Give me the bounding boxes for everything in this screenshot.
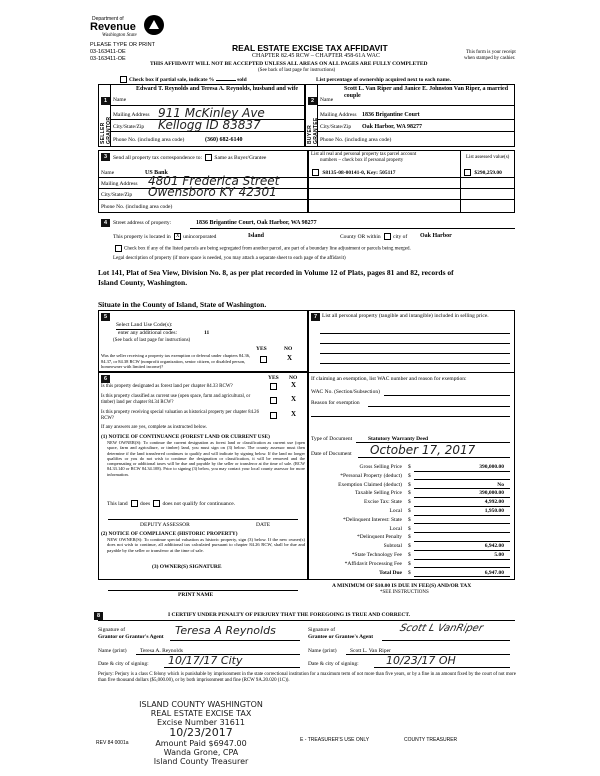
tax-row-prefix: $ [408,569,411,576]
buyer-side-label: BUYER GRANTEE [307,117,319,144]
tax-row-prefix: $ [408,490,411,497]
segregate-label: Check box if any of the listed parcels are being segregated from another parcel, are part of a boundary line adjustment or parcels being merged. [124,246,411,252]
tax-row [320,534,510,541]
section-3-number: 3 [101,153,110,161]
tax-row-line [414,488,510,489]
partial-sale-label: Check box if partial sale, indicate % [129,76,215,83]
same-as-buyer-checkbox[interactable] [205,154,212,161]
assessed-header: List assessed value(s) [466,155,510,160]
tax-row-value[interactable]: 1,950.00 [484,508,504,514]
tax-row-prefix: $ [408,472,411,479]
grantor-signature[interactable]: Teresa A Reynolds [175,624,276,637]
doc-type-label: Type of Document [311,436,353,442]
tax-row-prefix: $ [408,525,411,532]
section-4-number: 4 [101,219,110,227]
stamp-line-4: 10/23/2017 [169,726,233,739]
tax-row-value[interactable]: 6,942.00 [484,543,504,550]
s3-mailing-value[interactable]: 4801 Frederica Street [148,174,280,188]
dept-line1: Department of [92,16,124,22]
form-see-back: (See back of last page for instructions) [258,68,336,73]
tax-row [320,526,510,533]
print-name-line [108,590,298,591]
tax-row-value[interactable]: 6,947.00 [484,569,504,576]
unincorporated-label: unincorporated [183,233,217,240]
seller-name-label: Name [113,97,127,103]
send-label: Send all property tax correspondence to: [113,154,203,161]
code-1: 03-163411-OE [90,49,126,55]
s3-name-label: Name [101,170,115,176]
tax-row-line [414,515,510,516]
doc-date-line [358,457,510,458]
tax-row-label: Local [389,508,402,514]
s7-line-2 [320,343,510,344]
legal-line-3: Situate in the County of Island, State of Washington. [98,300,267,309]
seller-phone-value[interactable]: (360) 682-6140 [205,137,243,143]
s5-yes-checkbox[interactable] [260,356,267,363]
tax-row-label: *Delinquent Interest: State [343,516,402,523]
tax-row [320,464,510,471]
grantor-sig-label-1: Signature of [98,627,126,633]
land-does-row [107,500,235,507]
legal-line-1: Lot 141, Plat of Sea View, Division No. 8, as per plat recorded in Volume 12 of Plats, pages 81 and 82, records of [98,268,454,277]
owner-signature: (3) OWNER(S) SIGNATURE [152,564,222,570]
tax-row-value[interactable]: No [497,481,504,488]
s5-yes: YES [256,346,267,352]
grantor-name-label: Name (print) [98,648,127,654]
certify-statement: I CERTIFY UNDER PENALTY OF PERJURY THAT THE FOREGOING IS TRUE AND CORRECT. [168,612,411,618]
assessor-sig-line [108,519,298,520]
tax-row-label: *Personal Property (deduct) [340,472,402,479]
buyer-mailing-value[interactable]: 1836 Brigantine Court [362,112,420,118]
s7-line-3 [320,353,510,354]
city-name: Oak Harbor [420,233,452,239]
tax-row [320,543,510,550]
tax-row-prefix: $ [408,552,411,558]
please-type: PLEASE TYPE OR PRINT [90,42,156,48]
tax-row-prefix: $ [408,516,411,523]
grantee-date-label: Date & city of signing: [308,661,359,667]
notice-1-title: (1) NOTICE OF CONTINUANCE (FOREST LAND OR CURRENT USE) [101,434,270,440]
seller-mailing-label: Mailing Address [113,112,150,118]
tax-row-value[interactable]: 390,000.00 [479,490,504,497]
tax-row-prefix: $ [408,560,411,567]
tax-row-label: *Delinquent Penalty [356,534,402,541]
s7-line-4 [320,363,510,364]
tax-row [320,508,510,515]
land-use-label: Select Land Use Code(s): [116,322,173,328]
section-5-number: 5 [101,313,110,321]
tax-row-prefix: $ [408,534,411,541]
dor-logo-mark [143,14,165,36]
s6-q3-yes[interactable] [270,412,277,419]
grantor-date-label: Date & city of signing: [98,661,149,667]
reason-label: Reason for exemption [311,400,360,406]
seller-city-label: City/State/Zip [113,124,145,130]
stamp-line-6: Wanda Grone, CPA [163,748,239,757]
tax-row [320,482,510,489]
receipt-note-1: This form is your receipt [466,50,516,55]
notice-2-title: (2) NOTICE OF COMPLIANCE (HISTORIC PROPERTY) [101,531,238,537]
county-name: Island [248,233,265,239]
grantee-name-label: Name (print) [308,648,337,654]
tax-row-label: Exemption Claimed (deduct) [338,481,402,488]
partial-sale-blank[interactable] [216,80,236,81]
s6-q2-no[interactable]: X [291,395,297,403]
minimum-note: A MINIMUM OF $10.00 IS DUE IN FEE(S) AND/OR TAX [332,583,472,589]
stamp-line-3: Excise Number 31611 [156,718,246,727]
grantor-date[interactable]: 10/17/17 City [168,654,243,667]
unincorporated-checkbox[interactable]: X [175,234,180,239]
wac-claim: If claiming an exemption, list WAC number and reason for exemption: [311,376,467,382]
s5-no-mark[interactable]: X [287,354,293,362]
personal-property-checkbox[interactable] [312,169,319,176]
section-1-number: 1 [101,97,110,105]
buyer-mailing-line [317,119,515,120]
parcel-value[interactable]: S8135-08-00141-0, Key: 505117 [322,169,396,176]
seller-name-value: Edward T. Reynolds and Teresa A. Reynolds, husband and wife [136,86,299,92]
reason-line-2 [311,416,510,417]
form-chapter: CHAPTER 82.45 RCW – CHAPTER 458-61A WAC [252,53,380,59]
parcel-assessed-divider [460,150,461,213]
print-name: PRINT NAME [178,592,214,598]
section-2-number: 2 [308,97,317,105]
parcel-line-3 [308,199,515,200]
certify-line [98,620,515,621]
s3-phone-label: Phone No. (including area code) [101,204,173,210]
stamp-line-7: Island County Treasurer [153,757,249,766]
s6-q1-yes[interactable] [270,383,277,390]
does-not-label: does not qualify for continuance. [162,500,236,507]
tax-row-line [414,550,510,551]
s7-divider [308,372,515,373]
street-label: Street address of property: [113,220,172,226]
send-correspondence [113,154,266,161]
does-checkbox[interactable] [131,500,138,507]
tax-row-line [414,523,510,524]
s6-if-any: If any answers are yes, complete as instructed below. [101,425,208,430]
tax-row-line [414,532,510,533]
buyer-phone-label: Phone No. (including area code) [320,137,392,143]
tax-row-prefix: $ [408,464,411,470]
buyer-city-value[interactable]: Oak Harbor, WA 98277 [362,124,423,130]
tax-row-line [414,479,510,480]
grantee-signature[interactable]: Scott L VanRiper [398,623,485,634]
county-row [340,233,407,240]
segregate-checkbox[interactable] [115,245,122,252]
additional-codes-label: enter any additional codes: [118,330,178,336]
tax-row-label: Gross Selling Price [359,464,402,470]
partial-sale-row [118,76,247,83]
parcel-line-1 [308,177,515,178]
grantor-name[interactable]: Teresa A. Reynolds [140,648,183,654]
tax-row [320,517,510,524]
assessed-checkbox[interactable] [464,169,471,176]
dept-line2: Revenue [90,21,136,33]
treasurer-stamp [116,700,286,766]
grantee-date[interactable]: 10/23/17 OH [386,654,456,667]
s6-q2: Is this property classified as current use (open space, farm and agricultural, or timber) land per chapter 84.34 RCW? [101,394,251,405]
tax-row-line [414,576,510,577]
s5-no: NO [284,346,293,352]
see-instructions: *SEE INSTRUCTIONS [380,590,429,595]
assessed-value[interactable]: $290,259.00 [474,169,502,176]
tax-row [320,561,510,568]
s5-see-back: (See back of last page for instructions) [113,338,191,343]
tax-row-line [414,541,510,542]
segregate-row [113,245,411,253]
tax-row [320,473,510,480]
tax-row-line [414,471,510,472]
wac-no-line [384,395,510,396]
s5-question: Was the seller receiving a property tax exemption or deferral under chapters 84.36, 84.37, or 84.38 RCW (nonprofit organization, senior citizen, or disabled person, homeowner with limited income)? [101,353,251,369]
personal-property-label: List all personal property (tangible and intangible) included in selling price. [322,313,489,319]
grantee-sig-label-1: Signature of [308,627,336,633]
grantor-sig-line [170,640,300,641]
tax-row [320,552,510,559]
reason-line [368,406,510,407]
city-of-label: city of [393,233,408,240]
dept-line3: Washington State [102,33,137,38]
buyer-name-value: Scott L. Van Riper and Janice E. Johnston Van Riper, a married couple [344,86,509,99]
tax-row [320,490,510,497]
grantee-sig-label-2: Grantee or Grantee's Agent [308,634,374,640]
s7-line-1 [320,333,510,334]
rev-code: REV 84 0001a [96,740,129,746]
located-label: This property is located in [113,233,171,240]
tax-row-label: *State Technology Fee [351,552,402,558]
s3-city-line [98,199,308,200]
tax-row-prefix: $ [408,481,411,488]
tax-row-label: Excise Tax: State [363,499,402,506]
receipt-note-2: when stamped by cashier. [464,56,516,61]
street-value[interactable]: 1836 Brigantine Court, Oak Harbor, WA 98277 [196,220,317,226]
form-warning: THIS AFFIDAVIT WILL NOT BE ACCEPTED UNLESS ALL AREAS ON ALL PAGES ARE FULLY COMPLETED [150,61,428,67]
doc-date-value[interactable]: October 17, 2017 [370,443,476,457]
same-as-buyer-label: Same as Buyer/Grantee [214,154,267,161]
section-8-number: 8 [94,612,103,620]
s3-mailing-label: Mailing Address [101,181,138,187]
buyer-name-label: Name [320,97,334,103]
city-of-checkbox[interactable] [384,233,391,240]
s3-name-value[interactable]: US Bank [145,170,168,176]
tax-row-label: Total Due [379,569,402,576]
ownership-note: List percentage of ownership acquired next to each name. [316,77,451,83]
doc-type-value[interactable]: Statutory Warranty Deed [368,436,429,442]
tax-row-line [414,497,510,498]
seller-phone-label: Phone No. (including area code) [113,137,185,143]
legal-label: Legal description of property (if more space is needed, you may attach a separate sheet to each page of the affidavit) [113,256,346,261]
tax-row-line [414,559,510,560]
assessor-date: DATE [256,522,271,528]
notice-2-body: NEW OWNER(S): To continue special valuation as historic property, sign (3) below. If the new owner(s) does not wish to continue, all additional tax calculated pursuant to chapter 84.26 RCW, shall be due and payable by the seller or transferor at the time of sale. [107,537,305,553]
notice-1-body: NEW OWNER(S): To continue the current designation as forest land or classification as current use (open space, farm and agriculture, or timber) land, you must sign on (3) below. The county assessor must then determine if the land transferred continues to qualify and will indicate by signing below. If the land no longer qualifies or you do not wish to continue the designation or classification, it will be removed and the compensating or additional taxes will be due and payable by the seller or transferor at the time of sale. (RCW 84.33.140 or RCW 84.34.108). Prior to signing (3) below, you may contact your local county assessor for more information. [107,440,305,477]
doc-date-label: Date of Document [311,451,352,457]
s6-q3-no[interactable]: X [291,410,297,418]
s2-divider [317,84,318,147]
grantor-sig-label-2: Grantor or Grantor's Agent [98,634,164,640]
treasurer-use-only: E - TREASURER'S USE ONLY [300,737,370,743]
county-label: County OR within [340,233,381,240]
parcel-row [310,169,396,176]
seller-mailing-value[interactable]: 911 McKinley Ave [158,106,265,120]
tax-row-label: Taxable Selling Price [355,490,402,497]
code-2: 03-163411-OE [90,56,126,62]
s3-city-label: City/State/Zip [101,192,133,198]
seller-side-label: SELLER GRANTOR [100,116,112,144]
land-use-code[interactable]: 11 [204,330,210,336]
tax-row-line [414,506,510,507]
tax-row-label: Subtotal [383,543,402,550]
stamp-line-2: REAL ESTATE EXCISE TAX [150,709,252,718]
s6-q3: Is this property receiving special valuation as historical property per chapter 84.26 RCW? [101,410,259,421]
street-line [190,228,515,229]
stamp-line-5: Amount Paid $6947.00 [155,739,247,748]
tax-row-prefix: $ [408,543,411,550]
does-label: does [140,500,151,507]
legal-line-2: Island County, Washington. [98,278,188,287]
tax-row-label: *Affidavit Processing Fee [344,560,402,567]
buyer-city-label: City/State/Zip [320,124,352,130]
wac-no: WAC No. (Section/Subsection) [311,389,380,395]
parcel-line-2 [308,188,515,189]
seller-city-value[interactable]: Kellogg ID 83837 [158,118,261,132]
tax-row-value[interactable]: 5.00 [494,552,504,558]
county-treasurer: COUNTY TREASURER [404,737,458,743]
tax-row-line [414,567,510,568]
parcel-header-2: numbers – check box if personal property [320,158,404,163]
s6-q1: Is this property designated as forest land per chapter 84.33 RCW? [101,384,233,389]
tax-row [320,570,510,577]
parcel-header-1: List all real and personal property tax parcel account [311,152,417,157]
located-row [113,233,216,240]
grantee-date-line [374,667,510,668]
tax-row-value[interactable]: 390,000.00 [479,464,504,470]
stamp-line-1: ISLAND COUNTY WASHINGTON [139,700,263,709]
buyer-name-line [317,105,515,106]
s6-q2-yes[interactable] [270,397,277,404]
seller-city-line [110,131,305,132]
section-6-number: 6 [101,375,110,383]
tax-row-prefix: $ [408,508,411,514]
grantee-name[interactable]: Scott L. Van Riper [350,648,391,654]
assessed-row [462,169,502,176]
tax-row-value[interactable]: 4,992.00 [484,499,504,506]
land-label: This land [107,500,128,507]
does-not-checkbox[interactable] [153,500,160,507]
s1-divider [110,84,111,147]
s3-city-value[interactable]: Owensboro KY 42301 [148,185,277,199]
sold-label: sold [237,76,247,83]
s6-q1-no[interactable]: X [291,381,297,389]
tax-row [320,499,510,506]
perjury-notice: Perjury: Perjury is a class C felony which is punishable by imprisonment in the state correctional institution for a maximum term of not more than five years, or by a fine in an amount fixed by the court of not more than five thousand dollars ($5,000.00), or by both imprisonment and fine (RCW 9A.20.020 (1C)). [98,672,516,683]
grantee-sig-line [382,640,510,641]
tax-row-label: Local [389,525,402,532]
partial-sale-checkbox[interactable] [120,76,127,83]
buyer-mailing-label: Mailing Address [320,112,357,118]
section-7-number: 7 [311,313,320,321]
form-title: REAL ESTATE EXCISE TAX AFFIDAVIT [232,43,388,53]
tax-row-prefix: $ [408,499,411,506]
deputy-assessor: DEPUTY ASSESSOR [140,522,190,528]
grantor-date-line [164,667,300,668]
s6-no: NO [289,375,298,381]
s6-yes: YES [268,375,279,381]
buyer-city-line [317,131,515,132]
